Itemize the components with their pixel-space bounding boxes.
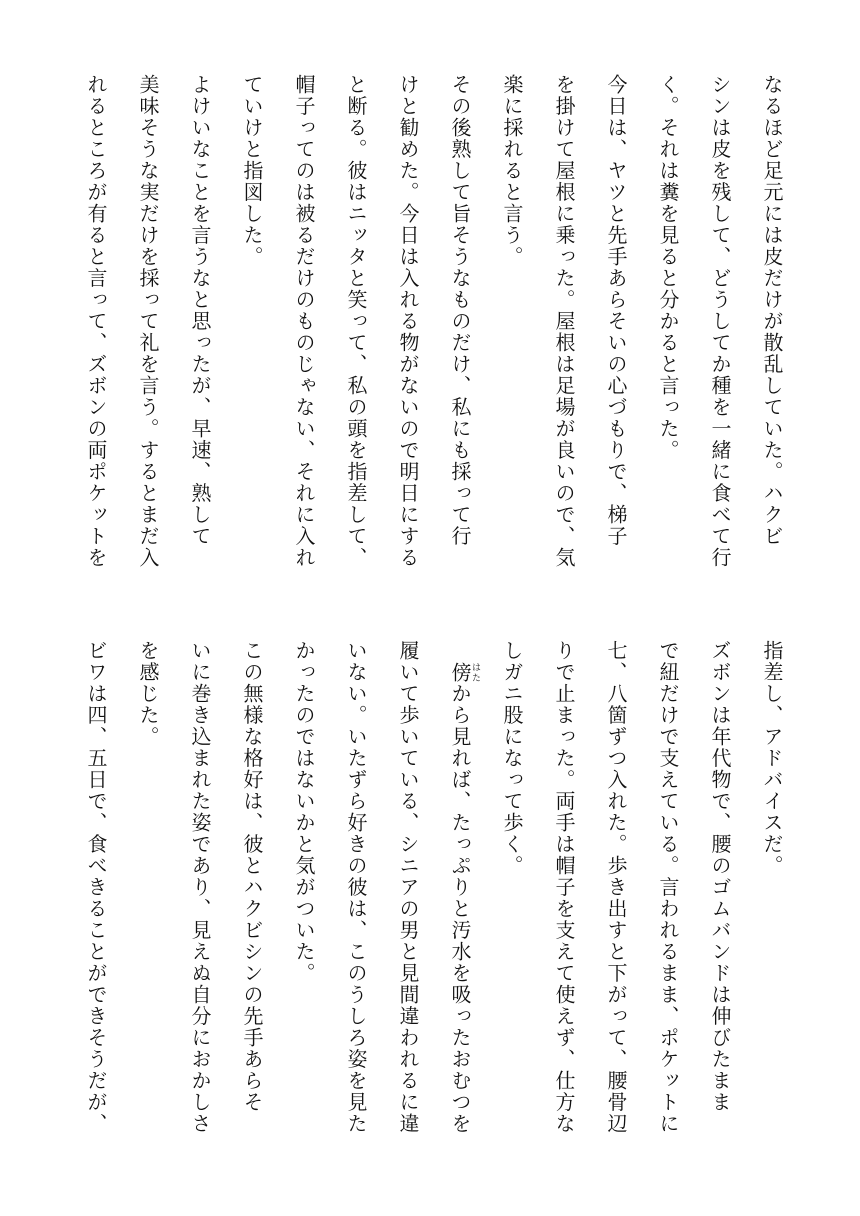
text-line: 七、八箇ずつ入れた。歩き出すと下がって、腰骨辺 — [604, 640, 628, 1135]
text-line: で紐だけで支えている。言われるまま、ポケットに — [656, 640, 680, 1135]
text-line: を掛けて屋根に乗った。屋根は足場が良いので、気 — [552, 74, 576, 569]
text-line-with-ruby — [434, 640, 486, 1155]
text-line: ズボンは年代物で、腰のゴムバンドは伸びたまま — [708, 640, 732, 1113]
text-line: 楽に採れると言う。 — [500, 74, 524, 268]
text-line: なるほど足元には皮だけが散乱していた。ハクビ — [760, 74, 784, 547]
text-line: けと勧めた。今日は入れる物がないので明日にする — [396, 74, 420, 569]
text-line: を感じた。 — [136, 640, 160, 748]
text-line: りで止まった。両手は帽子を支えて使えず、仕方な — [552, 640, 576, 1135]
text-line: かったのではないかと気がついた。 — [292, 640, 316, 984]
text-line: 今日は、ヤツと先手あらそいの心づもりで、梯子 — [604, 74, 628, 547]
text-line: その後熟して旨そうなものだけ、私にも採って行 — [448, 74, 472, 547]
text-line: れるところが有ると言って、ズボンの両ポケットを — [84, 74, 108, 569]
text-line: いに巻き込まれた姿であり、見えぬ自分におかしさ — [188, 640, 212, 1135]
text-line: 指差し、アドバイスだ。 — [760, 640, 784, 877]
text-block-top — [58, 74, 798, 589]
text-line: よけいなことを言うなと思ったが、早速、熟して — [188, 74, 212, 547]
ruby-base: 傍 — [448, 661, 472, 683]
text-line: いない。いたずら好きの彼は、このうしろ姿を見た — [344, 640, 368, 1135]
text-line: と断る。彼はニッタと笑って、私の頭を指差して、 — [344, 74, 368, 569]
text-line: ていけと指図した。 — [240, 74, 264, 268]
text-block-bottom — [58, 640, 798, 1155]
ruby-annotation — [448, 661, 480, 684]
ruby-line-rest: から見れば、たっぷりと汚水を吸ったおむつを — [448, 683, 472, 1135]
text-line: 帽子ってのは被るだけのものじゃない、それに入れ — [292, 74, 316, 569]
text-line: 履いて歩いている、シニアの男と見間違われるに違 — [396, 640, 420, 1135]
text-line: しガニ股になって歩く。 — [500, 640, 524, 877]
text-line: ビワは四、五日で、食べきることができそうだが、 — [84, 640, 108, 1135]
text-line: この無様な格好は、彼とハクビシンの先手あらそ — [240, 640, 264, 1113]
text-line: 美味そうな実だけを採って礼を言う。するとまだ入 — [136, 74, 160, 569]
text-line: シンは皮を残して、どうしてか種を一緒に食べて行 — [708, 74, 732, 569]
indent — [448, 640, 472, 662]
ruby-reading: はた — [470, 661, 480, 683]
text-line: く。それは糞を見ると分かると言った。 — [656, 74, 680, 461]
